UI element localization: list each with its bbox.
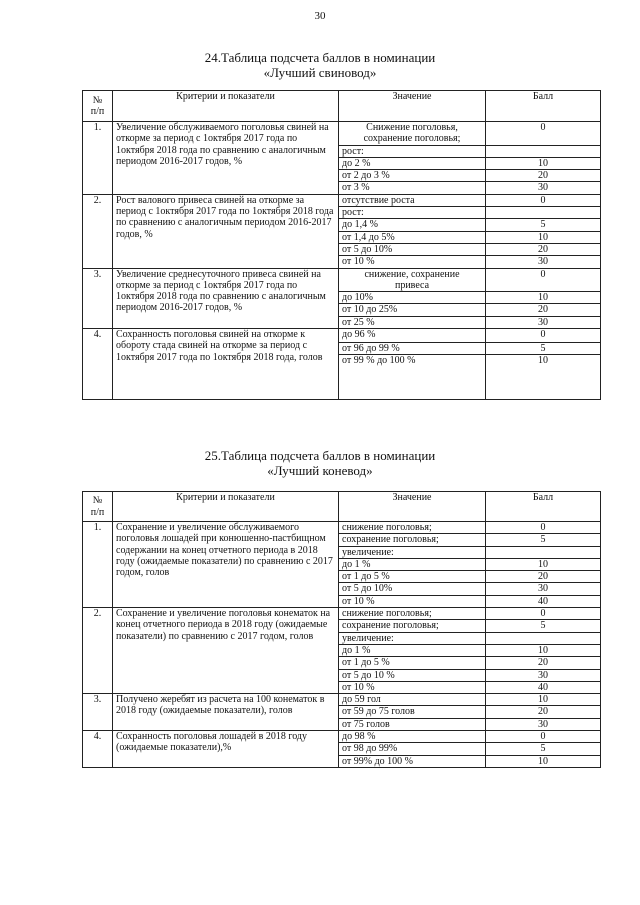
score-cell: 5 — [486, 534, 601, 546]
value-cell: от 96 до 99 % — [339, 343, 486, 355]
value-cell: от 5 до 10% — [339, 583, 486, 595]
header-score: Балл — [486, 492, 601, 522]
score-cell: 40 — [486, 681, 601, 693]
row-number: 2. — [83, 194, 113, 268]
table-row — [83, 522, 601, 534]
value-cell: до 1 % — [339, 644, 486, 656]
value-cell: снижение поголовья; — [339, 522, 486, 534]
value-cell: до 96 % — [339, 329, 486, 343]
row-number: 4. — [83, 731, 113, 768]
criteria-cell: Сохранение и увеличение поголовья конематок на конец отчетного периода в 2018 году (ожидаемые показатели) по сравнению с 2017 годом, голов — [113, 608, 339, 694]
table25-title — [0, 448, 640, 478]
value-cell: до 1,4 % — [339, 219, 486, 231]
score-cell: 10 — [486, 231, 601, 243]
value-cell: от 98 до 99% — [339, 743, 486, 755]
header-criteria: Критерии и показатели — [113, 91, 339, 122]
row-number: 1. — [83, 122, 113, 195]
score-cell: 10 — [486, 558, 601, 570]
table25-title-line2: «Лучший коневод» — [267, 463, 373, 478]
page-number: 30 — [314, 10, 326, 22]
row-number: 3. — [83, 694, 113, 731]
score-cell: 0 — [486, 122, 601, 146]
score-cell: 20 — [486, 304, 601, 316]
score-cell: 10 — [486, 292, 601, 304]
value-cell: до 59 гол — [339, 694, 486, 706]
table-row — [83, 268, 601, 292]
table-row — [83, 608, 601, 620]
row-number: 4. — [83, 329, 113, 400]
value-cell: от 1 до 5 % — [339, 571, 486, 583]
score-cell: 10 — [486, 355, 601, 400]
value-cell: от 1,4 до 5% — [339, 231, 486, 243]
score-cell — [486, 546, 601, 558]
score-cell: 0 — [486, 329, 601, 343]
score-cell: 10 — [486, 644, 601, 656]
table25 — [82, 491, 601, 768]
score-cell: 20 — [486, 170, 601, 182]
table-row — [83, 329, 601, 343]
value-cell: от 5 до 10 % — [339, 669, 486, 681]
score-cell — [486, 632, 601, 644]
score-cell: 5 — [486, 343, 601, 355]
criteria-cell: Увеличение среднесуточного привеса свиней на откорме за период с 1октября 2017 года по 1октября 2018 года по сравнению с аналогичным периодом 2016-2017 годов, % — [113, 268, 339, 328]
row-number: 1. — [83, 522, 113, 608]
value-cell: увеличение: — [339, 632, 486, 644]
score-cell: 5 — [486, 219, 601, 231]
table24-title-line1: 24.Таблица подсчета баллов в номинации — [204, 50, 436, 65]
table24 — [82, 90, 601, 400]
table24-title — [0, 50, 640, 80]
header-criteria: Критерии и показатели — [113, 492, 339, 522]
value-cell: до 10% — [339, 292, 486, 304]
value-cell: увеличение: — [339, 546, 486, 558]
score-cell: 20 — [486, 571, 601, 583]
table-row — [83, 122, 601, 146]
row-number: 2. — [83, 608, 113, 694]
value-cell: от 10 до 25% — [339, 304, 486, 316]
value-cell: сохранение поголовья; — [339, 534, 486, 546]
score-cell: 5 — [486, 743, 601, 755]
score-cell — [486, 207, 601, 219]
value-cell: до 2 % — [339, 157, 486, 169]
header-num: № п/п — [83, 91, 113, 122]
header-score: Балл — [486, 91, 601, 122]
header-num: № п/п — [83, 492, 113, 522]
criteria-cell: Сохранность поголовья лошадей в 2018 году (ожидаемые показатели),% — [113, 731, 339, 768]
value-cell: от 2 до 3 % — [339, 170, 486, 182]
score-cell: 40 — [486, 595, 601, 607]
table-row — [83, 731, 601, 743]
criteria-cell: Сохранение и увеличение обслуживаемого поголовья лошадей при конюшенно-пастбищном содержании на конец отчетного периода в 2018 году (ожидаемые показатели) по сравнению с 2017 годом, голов — [113, 522, 339, 608]
criteria-cell: Получено жеребят из расчета на 100 конематок в 2018 году (ожидаемые показатели), голов — [113, 694, 339, 731]
score-cell: 30 — [486, 316, 601, 328]
score-cell: 10 — [486, 157, 601, 169]
value-cell: отсутствие роста — [339, 194, 486, 206]
score-cell: 0 — [486, 268, 601, 292]
value-cell: сохранение поголовья; — [339, 620, 486, 632]
score-cell: 30 — [486, 182, 601, 194]
table25-title-line1: 25.Таблица подсчета баллов в номинации — [204, 448, 436, 463]
criteria-cell: Увеличение обслуживаемого поголовья свиней на откорме за период с 1октября 2017 года по 1октября 2018 года по сравнению с аналогичным периодом 2016-2017 годов, % — [113, 122, 339, 195]
score-cell: 30 — [486, 718, 601, 730]
value-cell: от 3 % — [339, 182, 486, 194]
score-cell: 5 — [486, 620, 601, 632]
value-cell: от 59 до 75 голов — [339, 706, 486, 718]
score-cell: 0 — [486, 522, 601, 534]
value-cell: от 99% до 100 % — [339, 755, 486, 767]
header-value: Значение — [339, 91, 486, 122]
value-cell: от 25 % — [339, 316, 486, 328]
score-cell: 30 — [486, 256, 601, 268]
score-cell: 20 — [486, 657, 601, 669]
criteria-cell: Рост валового привеса свиней на откорме за период с 1октября 2017 года по 1октября 2018 года по сравнению с аналогичным периодом 2016-2017 годов, % — [113, 194, 339, 268]
criteria-cell: Сохранность поголовья свиней на откорме к обороту стада свиней на откорме за период с 1октября 2017 года по 1октября 2018 года, голов — [113, 329, 339, 400]
value-cell: от 99 % до 100 % — [339, 355, 486, 400]
score-cell: 20 — [486, 706, 601, 718]
value-cell: снижение поголовья; — [339, 608, 486, 620]
value-cell: до 1 % — [339, 558, 486, 570]
score-cell: 0 — [486, 608, 601, 620]
score-cell: 30 — [486, 669, 601, 681]
score-cell: 10 — [486, 755, 601, 767]
value-cell: от 10 % — [339, 595, 486, 607]
table24-title-line2: «Лучший свиновод» — [263, 65, 377, 80]
header-value: Значение — [339, 492, 486, 522]
score-cell — [486, 145, 601, 157]
value-cell: от 10 % — [339, 256, 486, 268]
value-cell: Снижение поголовья, сохранение поголовья; — [339, 122, 486, 146]
score-cell: 10 — [486, 694, 601, 706]
value-cell: от 1 до 5 % — [339, 657, 486, 669]
row-number: 3. — [83, 268, 113, 328]
table-row — [83, 194, 601, 206]
score-cell: 20 — [486, 243, 601, 255]
score-cell: 0 — [486, 194, 601, 206]
value-cell: от 75 голов — [339, 718, 486, 730]
value-cell: рост: — [339, 145, 486, 157]
value-cell: рост: — [339, 207, 486, 219]
value-cell: от 5 до 10% — [339, 243, 486, 255]
score-cell: 0 — [486, 731, 601, 743]
value-cell: от 10 % — [339, 681, 486, 693]
value-cell: снижение, сохранение привеса — [339, 268, 486, 292]
value-cell: до 98 % — [339, 731, 486, 743]
score-cell: 30 — [486, 583, 601, 595]
table-row — [83, 694, 601, 706]
